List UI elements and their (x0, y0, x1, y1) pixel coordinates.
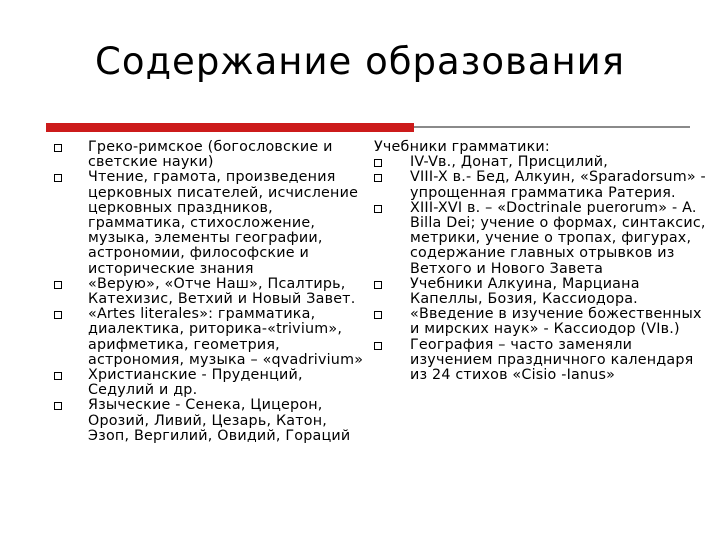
list-item (362, 201, 708, 277)
square-bullet-icon (54, 372, 62, 380)
square-bullet-icon (54, 281, 62, 289)
square-bullet-icon (54, 174, 62, 182)
title-accent-bar (46, 123, 414, 132)
square-bullet-icon (374, 205, 382, 213)
list-item (362, 307, 708, 337)
list-item (54, 368, 364, 398)
list-item (54, 170, 364, 276)
list-item-text: «Введение в изучение божественных и мирских наук» - Кассиодор (VIв.) (410, 306, 702, 338)
square-bullet-icon (374, 159, 382, 167)
right-bullet-list (362, 155, 708, 383)
square-bullet-icon (54, 144, 62, 152)
list-item (362, 170, 708, 200)
right-column-heading: Учебники грамматики: (374, 139, 550, 155)
list-item (54, 307, 364, 368)
list-item (54, 140, 364, 170)
title-divider-line (414, 126, 690, 128)
right-column (362, 140, 708, 383)
list-item (362, 155, 708, 170)
list-item-text: «Artes literales»: грамматика, диалектика, риторика-«trivium», арифметика, геометрия, астрономия, музыка – «qvadrivium» (88, 306, 364, 368)
list-item-text: География – часто заменяли изучением праздничного календаря из 24 стихов «Cisio -Ianus» (410, 336, 694, 384)
list-item-text: XIII-XVI в. – «Doctrinale puerorum» - A. Billa Dei; учение о формах, синтаксис, метрики, учение о тропах, фигурах, содержание главных отрывков из Ветхого и Нового Завета (410, 199, 706, 277)
left-column (54, 140, 364, 444)
list-item-text: VIII-X в.- Бед, Алкуин, «Sparadorsum» - упрощенная грамматика Ратерия. (410, 169, 706, 201)
list-item (54, 398, 364, 444)
list-item-text: «Верую», «Отче Наш», Псалтирь, Катехизис, Ветхий и Новый Завет. (88, 275, 356, 308)
square-bullet-icon (374, 281, 382, 289)
square-bullet-icon (54, 311, 62, 319)
list-item-text: Греко-римское (богословские и светские науки) (88, 139, 333, 171)
list-item-text: Учебники Алкуина, Марциана Капеллы, Бозия, Кассиодора. (410, 275, 640, 308)
square-bullet-icon (374, 342, 382, 350)
list-item-text: Христианские - Пруденций, Седулий и др. (88, 367, 303, 399)
list-item-text: IV-Vв., Донат, Присцилий, (410, 154, 609, 171)
slide-title: Содержание образования (95, 40, 625, 83)
list-item (362, 338, 708, 384)
list-item (54, 277, 364, 307)
left-bullet-list (54, 140, 364, 444)
square-bullet-icon (374, 174, 382, 182)
square-bullet-icon (54, 402, 62, 410)
square-bullet-icon (374, 311, 382, 319)
list-item-text: Языческие - Сенека, Цицерон, Орозий, Ливий, Цезарь, Катон, Эзоп, Вергилий, Овидий, Гораций (88, 397, 351, 444)
list-item-text: Чтение, грамота, произведения церковных писателей, исчисление церковных праздников, грамматика, стихосложение, музыка, элементы географии, астрономии, философские и исторические знания (88, 169, 359, 277)
list-item (362, 277, 708, 307)
